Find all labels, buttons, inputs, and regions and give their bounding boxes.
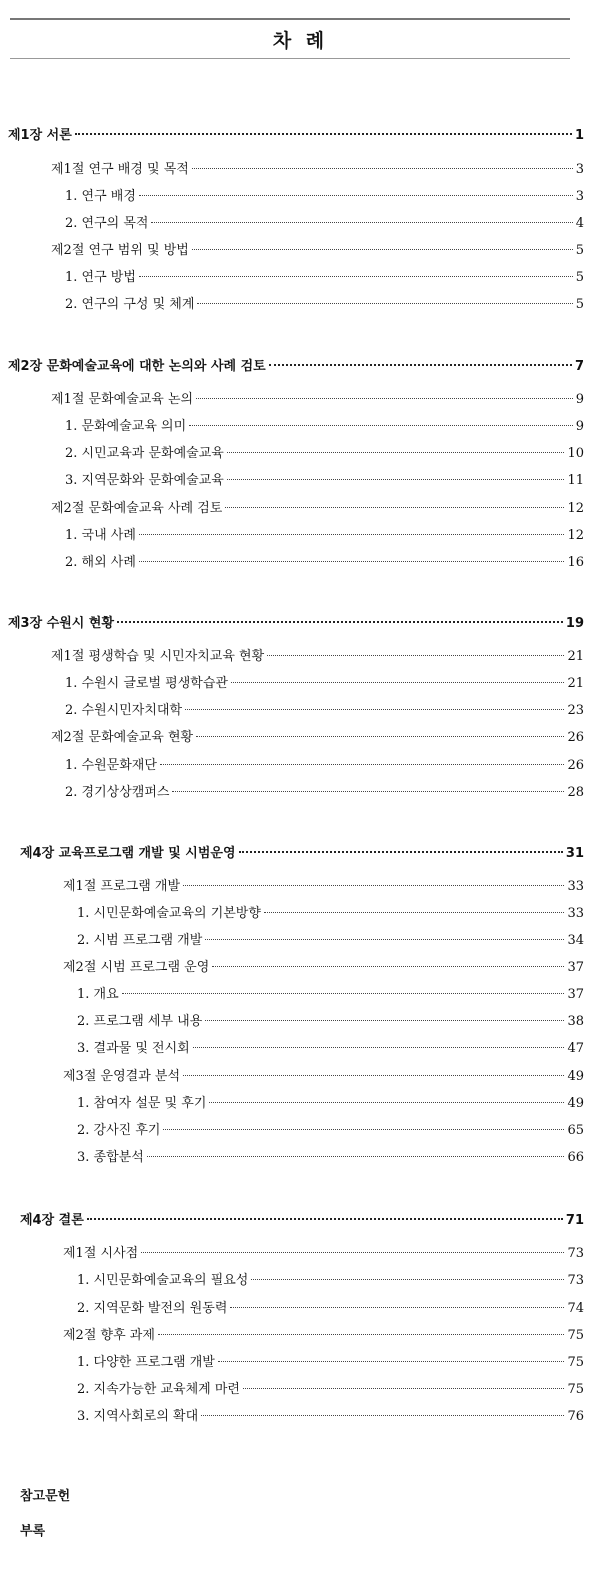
toc-entry-label: 제2절 시범 프로그램 운영 [63,960,210,975]
dot-leader [75,133,572,135]
toc-entry-label: 2. 경기상상캠퍼스 [65,785,170,800]
dot-leader [160,764,565,765]
toc-entry-label: 제3장 수원시 현황 [8,616,115,631]
toc-page-number: 7 [574,359,584,374]
toc-section[interactable] [63,1065,584,1085]
dot-leader [139,561,565,562]
toc-entry-label: 제2절 향후 과제 [63,1328,155,1343]
toc-page-number: 33 [567,906,584,921]
toc-entry-label: 3. 지역문화와 문화예술교육 [65,473,224,488]
toc-item[interactable] [65,672,584,692]
toc-item[interactable] [65,293,584,313]
toc-page-number: 3 [575,189,584,204]
toc-item[interactable] [77,1092,584,1112]
toc-item[interactable] [65,781,584,801]
toc-page-number: 75 [567,1355,584,1370]
toc-appendix[interactable]: 부록 [20,1524,46,1539]
toc-page-number: 65 [567,1123,584,1138]
toc-page-number: 11 [567,473,584,488]
toc-entry-label: 제1장 서론 [8,128,72,143]
toc-page-number: 9 [575,419,584,434]
toc-item[interactable] [65,442,584,462]
toc-page-number: 71 [565,1213,584,1228]
title-bottom-rule [10,58,570,59]
dot-leader [227,452,565,453]
toc-entry-label: 제3절 운영결과 분석 [63,1069,180,1084]
toc-entry-label: 2. 수원시민자치대학 [65,703,182,718]
toc-page-number: 10 [567,446,584,461]
toc-page-number: 23 [567,703,584,718]
toc-entry-label: 1. 다양한 프로그램 개발 [77,1355,215,1370]
dot-leader [230,1307,564,1308]
toc-entry-label: 2. 시범 프로그램 개발 [77,933,203,948]
dot-leader [251,1279,564,1280]
toc-entry-label: 제2절 연구 범위 및 방법 [51,243,189,258]
toc-page-number: 73 [567,1246,584,1261]
dot-leader [212,966,564,967]
toc-section[interactable] [51,645,584,665]
toc-references[interactable]: 참고문헌 [20,1489,71,1504]
toc-page-number: 49 [567,1069,584,1084]
dot-leader [231,682,565,683]
toc-item[interactable] [65,754,584,774]
toc-item[interactable] [77,929,584,949]
dot-leader [87,1218,563,1220]
dot-leader [264,912,565,913]
dot-leader [193,1047,565,1048]
dot-leader [183,885,564,886]
toc-chapter[interactable] [20,842,584,862]
toc-item[interactable] [65,551,584,571]
toc-entry-label: 제1절 문화예술교육 논의 [51,392,194,407]
toc-item[interactable] [77,1146,584,1166]
dot-leader [151,222,572,223]
toc-page-number: 12 [567,528,584,543]
toc-chapter[interactable] [20,1209,584,1229]
toc-page-number: 21 [567,649,584,664]
toc-section[interactable] [51,239,584,259]
toc-entry-label: 1. 시민문화예술교육의 필요성 [77,1273,249,1288]
toc-chapter[interactable] [8,355,584,375]
toc-page-number: 38 [567,1014,584,1029]
toc-item[interactable] [77,1010,584,1030]
toc-page-number: 5 [575,297,584,312]
dot-leader [267,655,564,656]
toc-page-number: 28 [567,785,584,800]
toc-page-number: 75 [567,1382,584,1397]
toc-page-number: 31 [565,846,584,861]
dot-leader [192,249,573,250]
toc-entry-label: 2. 연구의 구성 및 체계 [65,297,195,312]
toc-entry-label: 제2절 문화예술교육 사례 검토 [51,501,223,516]
toc-entry-label: 2. 프로그램 세부 내용 [77,1014,203,1029]
toc-item[interactable] [77,1269,584,1289]
toc-entry-label: 제2절 문화예술교육 현황 [51,730,194,745]
dot-leader [197,303,572,304]
toc-entry-label: 1. 시민문화예술교육의 기본방향 [77,906,261,921]
toc-section[interactable] [51,388,584,408]
toc-section[interactable] [63,956,584,976]
dot-leader [225,507,564,508]
toc-entry-label: 2. 해외 사례 [65,555,136,570]
toc-section[interactable] [51,497,584,517]
dot-leader [243,1388,565,1389]
toc-entry-label: 3. 종합분석 [77,1150,144,1165]
toc-entry-label: 제1절 평생학습 및 시민자치교육 현황 [51,649,265,664]
toc-entry-label: 1. 연구 배경 [65,189,136,204]
toc-entry-label: 제1절 연구 배경 및 목적 [51,162,189,177]
dot-leader [139,195,573,196]
dot-leader [158,1334,565,1335]
toc-item[interactable] [65,469,584,489]
toc-entry-label: 제1절 프로그램 개발 [63,879,180,894]
toc-entry-label: 2. 강사진 후기 [77,1123,161,1138]
dot-leader [269,364,572,366]
toc-item[interactable] [77,1037,584,1057]
dot-leader [227,479,565,480]
toc-page-number: 3 [575,162,584,177]
toc-item[interactable] [65,524,584,544]
toc-item[interactable] [65,212,584,232]
toc-page-number: 5 [575,243,584,258]
dot-leader [185,709,564,710]
toc-entry-label: 1. 개요 [77,987,119,1002]
toc-chapter[interactable] [8,612,584,632]
toc-item[interactable] [77,983,584,1003]
toc-entry-label: 제2장 문화예술교육에 대한 논의와 사례 검토 [8,359,266,374]
toc-entry-label: 1. 문화예술교육 의미 [65,419,187,434]
toc-entry-label: 1. 국내 사례 [65,528,136,543]
toc-page-number: 76 [567,1409,584,1424]
toc-page-number: 37 [567,987,584,1002]
toc-page-number: 74 [567,1301,584,1316]
toc-item[interactable] [77,902,584,922]
toc-page-number: 73 [567,1273,584,1288]
toc-item[interactable] [77,1119,584,1139]
dot-leader [183,1075,564,1076]
toc-page-number: 19 [565,616,584,631]
dot-leader [189,425,573,426]
toc-page-number: 5 [575,270,584,285]
toc-item[interactable] [77,1351,584,1371]
toc-page-number: 47 [567,1041,584,1056]
toc-entry-label: 2. 연구의 목적 [65,216,149,231]
toc-chapter[interactable] [8,124,584,144]
toc-page-number: 33 [567,879,584,894]
toc-entry-label: 1. 수원시 글로벌 평생학습관 [65,676,228,691]
toc-page-number: 34 [567,933,584,948]
toc-section[interactable] [63,1242,584,1262]
toc-section[interactable] [51,158,584,178]
title-top-rule [10,18,570,20]
dot-leader [139,276,573,277]
dot-leader [196,736,564,737]
toc-page-number: 49 [567,1096,584,1111]
toc-page-number: 12 [567,501,584,516]
toc-page-number: 1 [574,128,584,143]
toc-entry-label: 제4장 교육프로그램 개발 및 시범운영 [20,846,236,861]
toc-entry-label: 3. 지역사회로의 확대 [77,1409,199,1424]
dot-leader [139,534,565,535]
dot-leader [172,791,564,792]
dot-leader [205,1020,564,1021]
toc-entry-label: 1. 참여자 설문 및 후기 [77,1096,207,1111]
toc-page-number: 26 [567,758,584,773]
toc-entry-label: 2. 지속가능한 교육체계 마련 [77,1382,240,1397]
dot-leader [201,1415,564,1416]
toc-page-number: 37 [567,960,584,975]
toc-entry-label: 1. 연구 방법 [65,270,136,285]
dot-leader [196,398,573,399]
toc-page-number: 4 [575,216,584,231]
toc-section[interactable] [63,1324,584,1344]
toc-item[interactable] [65,415,584,435]
toc-page-number: 16 [567,555,584,570]
toc-entry-label: 2. 지역문화 발전의 원동력 [77,1301,228,1316]
dot-leader [192,168,573,169]
toc-page-number: 21 [567,676,584,691]
toc-item[interactable] [65,266,584,286]
toc-entry-label: 2. 시민교육과 문화예술교육 [65,446,224,461]
toc-page-number: 9 [575,392,584,407]
toc-section[interactable] [51,726,584,746]
toc-item[interactable] [77,1378,584,1398]
dot-leader [141,1252,564,1253]
toc-entry-label: 제1절 시사점 [63,1246,139,1261]
dot-leader [239,851,563,853]
dot-leader [209,1102,564,1103]
dot-leader [205,939,564,940]
dot-leader [122,993,565,994]
toc-item[interactable] [65,185,584,205]
dot-leader [218,1361,565,1362]
toc-entry-label: 제4장 결론 [20,1213,84,1228]
toc-page-number: 66 [567,1150,584,1165]
toc-section[interactable] [63,875,584,895]
toc-entry-label: 3. 결과물 및 전시회 [77,1041,190,1056]
toc-page-number: 26 [567,730,584,745]
toc-entry-label: 1. 수원문화재단 [65,758,157,773]
dot-leader [163,1129,564,1130]
dot-leader [147,1156,565,1157]
toc-item[interactable] [65,699,584,719]
page-title: 차 례 [272,30,329,52]
toc-item[interactable] [77,1405,584,1425]
toc-page-number: 75 [567,1328,584,1343]
dot-leader [117,621,563,623]
toc-item[interactable] [77,1297,584,1317]
